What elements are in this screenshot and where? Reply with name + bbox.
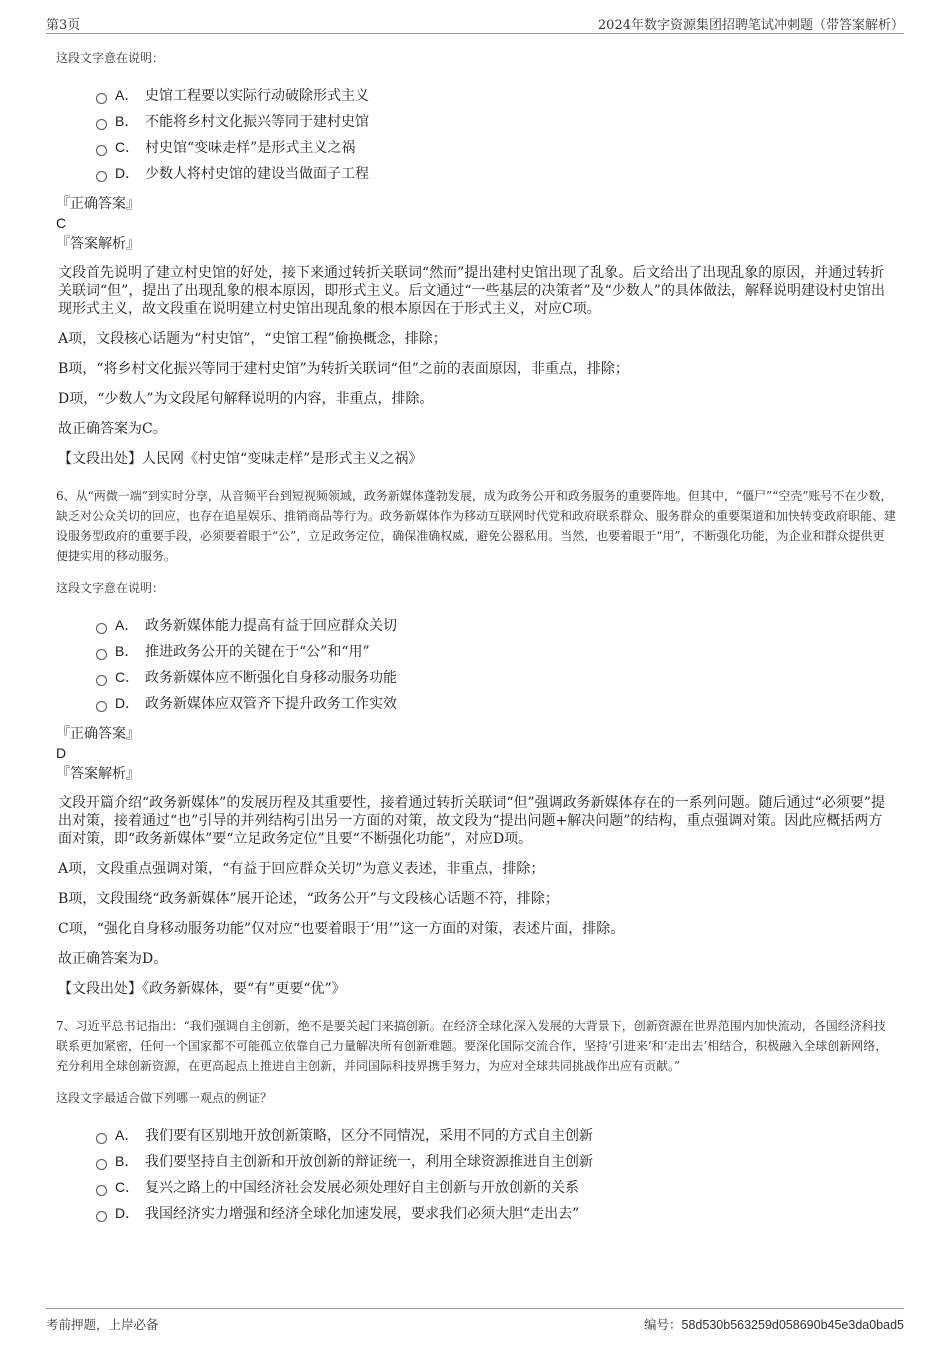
footer-code-value: 58d530b563259d058690b45e3da0bad5 (681, 1318, 904, 1332)
radio-icon[interactable] (96, 1159, 107, 1170)
q6-analysis-main: 文段开篇介绍“政务新媒体”的发展历程及其重要性，接着通过转折关联词“但”强调政务新媒体存在的一系列问题。随后通过“必须要”提出对策，接着通过“也”引导的并列结构引出另一方面的对策，故文段为“提出问题+解决问题”的结构，重点强调对策。因此应概括两方面对策，即“政务新媒体”要“立足政务定位”且要“不断强化功能”，对应D项。 (58, 795, 885, 847)
q5-option-c[interactable]: C． 村史馆“变味走样”是形式主义之祸 (96, 134, 896, 160)
q5-analysis-d: D项，“少数人”为文段尾句解释说明的内容，非重点，排除。 (58, 391, 434, 407)
q6-conclusion: 故正确答案为D。 (58, 951, 168, 967)
q6-option-a[interactable]: A． 政务新媒体能力提高有益于回应群众关切 (96, 612, 896, 638)
q5-prompt: 这段文字意在说明： (56, 51, 165, 65)
q6-analysis-c: C项，“强化自身移动服务功能”仅对应“也要着眼于‘用’”这一方面的对策，表述片面，排除。 (58, 921, 625, 937)
q5-option-d[interactable]: D． 少数人将村史馆的建设当做面子工程 (96, 160, 896, 186)
q6-option-b[interactable]: B． 推进政务公开的关键在于“公”和“用” (96, 638, 896, 664)
q5-option-a[interactable]: A． 史馆工程要以实际行动破除形式主义 (96, 82, 896, 108)
q6-analysis-a: A项，文段重点强调对策，“有益于回应群众关切”为意义表述，非重点，排除； (58, 861, 545, 877)
radio-icon[interactable] (96, 1185, 107, 1196)
radio-icon[interactable] (96, 119, 107, 130)
page-footer (46, 1308, 904, 1338)
radio-icon[interactable] (96, 623, 107, 634)
page-content (56, 44, 896, 1234)
q6-answer: D (56, 745, 67, 761)
q6-option-d[interactable]: D． 政务新媒体应双管齐下提升政务工作实效 (96, 690, 896, 716)
q6-question: 6、从“两微一端”到实时分享，从音频平台到短视频领域，政务新媒体蓬勃发展，成为政务公开和政务服务的重要阵地。但其中，“僵尸”“空壳”账号不在少数，缺乏对公众关切的回应，也存在追星娱乐、推销商品等行为。政务新媒体作为移动互联网时代党和政府联系群众、服务群众的重要渠道和加快转变政府职能、建设服务型政府的重要手段，必须要着眼于“公”，立足政务定位，确保准确权威，避免公器私用。当然，也要着眼于“用”，不断强化功能，为企业和群众提供更便捷实用的移动服务。 (56, 489, 897, 563)
radio-icon[interactable] (96, 1211, 107, 1222)
q6-analysis-b: B项，文段围绕“政务新媒体”展开论述，“政务公开”与文段核心话题不符，排除； (58, 891, 559, 907)
q6-source: 【文段出处】《政务新媒体，要“有”更要“优”》 (58, 981, 346, 997)
q7-option-b[interactable]: B． 我们要坚持自主创新和开放创新的辩证统一，利用全球资源推进自主创新 (96, 1148, 896, 1174)
q6-analysis-label: 『答案解析』 (56, 766, 140, 782)
q5-conclusion: 故正确答案为C。 (58, 421, 167, 437)
q7-option-c[interactable]: C． 复兴之路上的中国经济社会发展必须处理好自主创新与开放创新的关系 (96, 1174, 896, 1200)
radio-icon[interactable] (96, 1133, 107, 1144)
radio-icon[interactable] (96, 93, 107, 104)
document-title: 2024年数字资源集团招聘笔试冲刺题（带答案解析） (597, 18, 904, 33)
q5-source: 【文段出处】人民网《村史馆“变味走样”是形式主义之祸》 (58, 451, 423, 467)
radio-icon[interactable] (96, 701, 107, 712)
footer-code-label: 编号： (644, 1317, 682, 1332)
q7-options (96, 1122, 896, 1226)
q7-prompt: 这段文字最适合做下列哪一观点的例证？ (56, 1091, 273, 1105)
q7-question: 7、习近平总书记指出：“我们强调自主创新，绝不是要关起门来搞创新。在经济全球化深入发展的大背景下，创新资源在世界范围内加快流动，各国经济科技联系更加紧密，任何一个国家都不可能孤立依靠自己力量解决所有创新难题。要深化国际交流合作，坚持‘引进来’和‘走出去’相结合，积极融入全球创新网络，充分利用全球创新资源，在更高起点上推进自主创新，并同国际科技界携手努力，为应对全球共同挑战作出应有贡献。” (56, 1019, 888, 1073)
q5-answer: C (56, 215, 67, 231)
q7-option-d[interactable]: D． 我国经济实力增强和经济全球化加速发展，要求我们必须大胆“走出去” (96, 1200, 896, 1226)
radio-icon[interactable] (96, 649, 107, 660)
q7-option-a[interactable]: A． 我们要有区别地开放创新策略，区分不同情况，采用不同的方式自主创新 (96, 1122, 896, 1148)
q5-analysis-a: A项，文段核心话题为“村史馆”，“史馆工程”偷换概念，排除； (58, 331, 447, 347)
footer-slogan: 考前押题，上岸必备 (46, 1317, 159, 1332)
q6-prompt: 这段文字意在说明： (56, 581, 165, 595)
q5-option-b[interactable]: B． 不能将乡村文化振兴等同于建村史馆 (96, 108, 896, 134)
page-header (46, 12, 904, 34)
radio-icon[interactable] (96, 145, 107, 156)
q6-option-c[interactable]: C． 政务新媒体应不断强化自身移动服务功能 (96, 664, 896, 690)
footer-code (644, 1315, 904, 1333)
q5-analysis-main: 文段首先说明了建立村史馆的好处，接下来通过转折关联词“然而”提出建村史馆出现了乱象。后文给出了出现乱象的原因，并通过转折关联词“但”，提出了出现乱象的根本原因，即形式主义。后文通过“一些基层的决策者”及“少数人”的具体做法，解释说明建设村史馆出现形式主义，故文段重在说明建立村史馆出现乱象的根本原因在于形式主义，对应C项。 (58, 265, 885, 317)
q6-answer-label: 『正确答案』 (56, 726, 140, 742)
q5-answer-label: 『正确答案』 (56, 196, 140, 212)
q6-options (96, 612, 896, 716)
q5-analysis-b: B项，“将乡村文化振兴等同于建村史馆”为转折关联词“但”之前的表面原因，非重点，排除； (58, 361, 629, 377)
page-number: 第3页 (46, 18, 81, 33)
radio-icon[interactable] (96, 675, 107, 686)
radio-icon[interactable] (96, 171, 107, 182)
q5-options (96, 82, 896, 186)
q5-analysis-label: 『答案解析』 (56, 236, 140, 252)
